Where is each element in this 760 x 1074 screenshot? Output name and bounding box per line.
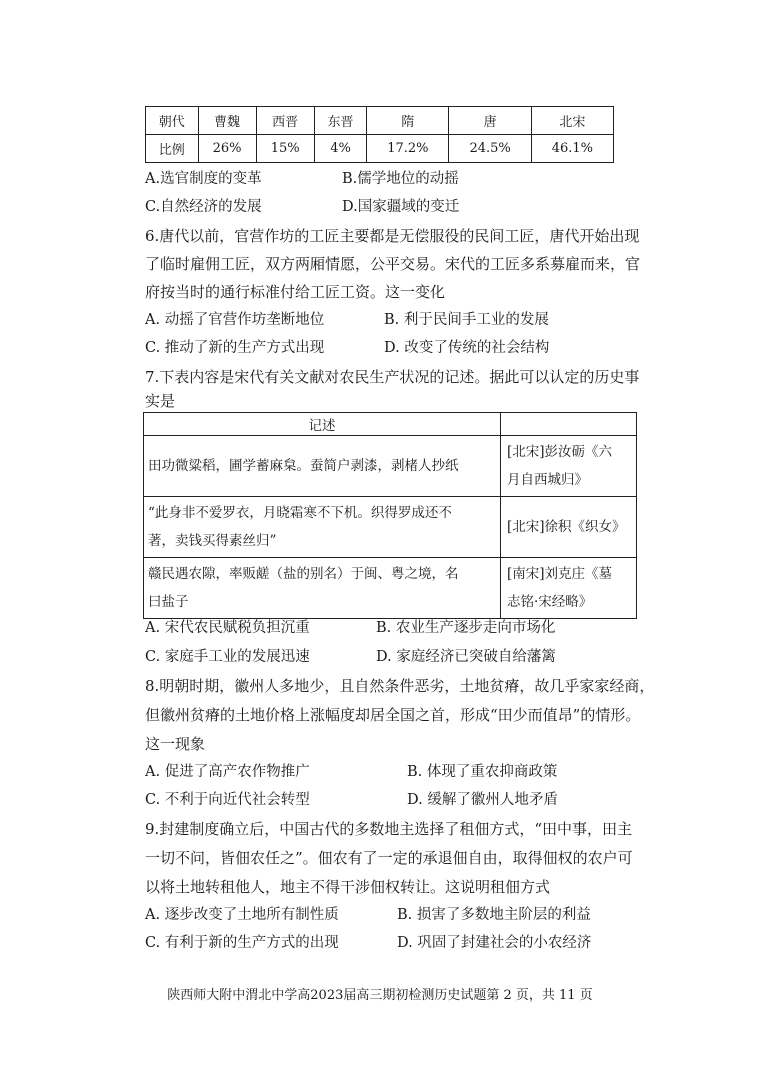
q7-option-b: B. 农业生产逐步走向市场化 [376, 620, 556, 636]
q8-option-b: B. 体现了重农抑商政策 [407, 764, 558, 780]
record-text-cell [144, 558, 501, 619]
q9-line-3: 以将土地转租他人，地主不得干涉佃权转让。这说明租佃方式 [145, 878, 551, 896]
q9-option-a: A. 逐步改变了土地所有制性质 [145, 907, 339, 923]
table-row-label: 比例 [146, 135, 199, 163]
q6-option-d: D. 改变了传统的社会结构 [384, 340, 550, 356]
table-row [144, 558, 637, 619]
record-text-line: “此身非不爱罗衣，月晓霜寒不下机。织得罗成还不 [148, 505, 452, 521]
table-header-cell: 西晋 [256, 107, 314, 135]
q8-line-3: 这一现象 [145, 735, 206, 753]
table-cell: 46.1% [531, 135, 613, 163]
q8-option-a: A. 促进了高产农作物推广 [145, 764, 310, 780]
q8-option-c: C. 不利于向近代社会转型 [145, 792, 310, 808]
q9-line-2: 一切不问，皆佃农任之”。佃农有了一定的承退佃自由，取得佃权的农户可 [145, 849, 633, 867]
q9-option-c: C. 有利于新的生产方式的出现 [145, 935, 339, 951]
q7-option-a: A. 宋代农民赋税负担沉重 [145, 620, 310, 636]
record-source-line: 月自西城归》 [507, 472, 588, 488]
table-row [146, 107, 614, 135]
q6-option-c: C. 推动了新的生产方式出现 [145, 340, 325, 356]
q5-option-b: B.儒学地位的动摇 [342, 171, 459, 187]
q9-option-d: D. 巩固了封建社会的小农经济 [397, 935, 592, 951]
record-text-line: 著，卖钱买得素丝归” [148, 533, 277, 549]
table-cell: 4% [314, 135, 367, 163]
record-source-cell [501, 497, 637, 558]
table-cell: 17.2% [367, 135, 449, 163]
q5-option-d: D.国家疆域的变迁 [342, 199, 460, 215]
table-row [144, 436, 637, 497]
record-source-line: [南宋]刘克庄《墓 [507, 566, 613, 582]
record-source-line: 志铭·宋经略》 [507, 594, 593, 610]
table-header-cell: 隋 [367, 107, 449, 135]
table-header-cell: 北宋 [531, 107, 613, 135]
q7-line-1: 7.下表内容是宋代有关文献对农民生产状况的记述。据此可以认定的历史事 [145, 368, 640, 386]
q8-option-d: D. 缓解了徽州人地矛盾 [407, 792, 558, 808]
table-row [144, 497, 637, 558]
record-text-line: 曰盐子 [148, 594, 189, 610]
q5-option-a: A.选官制度的变革 [145, 171, 262, 187]
q7-option-c: C. 家庭手工业的发展迅速 [145, 649, 310, 665]
table-header-cell: 记述 [144, 413, 501, 436]
q6-option-b: B. 利于民间手工业的发展 [384, 312, 549, 328]
page-footer: 陕西师大附中渭北中学高2023届高三期初检测历史试题第 2 页，共 11 页 [167, 988, 593, 1003]
record-text-line: 田功微粱稻，圃学蓄麻枲。蚕简户剥漆，剥楮人抄纸 [148, 458, 459, 474]
q6-line-3: 府按当时的通行标准付给工匠工资。这一变化 [145, 283, 446, 301]
table-header-cell: 东晋 [314, 107, 367, 135]
song-records-table [143, 412, 637, 619]
q8-line-2: 但徽州贫瘠的土地价格上涨幅度却居全国之首，形成“田少而值昂”的情形。 [145, 706, 641, 724]
table-header-cell-empty [501, 413, 637, 436]
q7-option-d: D. 家庭经济已突破自给藩篱 [376, 649, 556, 665]
table-header-cell: 唐 [449, 107, 531, 135]
record-text-cell [144, 436, 501, 497]
q5-option-c: C.自然经济的发展 [145, 199, 262, 215]
q6-line-2: 了临时雇佣工匠，双方两厢情愿，公平交易。宋代的工匠多系募雇而来，官 [145, 255, 641, 273]
record-source-line: [北宋]彭汝砺《六 [507, 444, 613, 460]
record-source-cell [501, 436, 637, 497]
record-text-line: 赣民遇农隙，率贩鹾（盐的别名）于闽、粤之境，名 [148, 566, 459, 582]
q9-option-b: B. 损害了多数地主阶层的利益 [397, 907, 591, 923]
table-header-cell: 曹魏 [198, 107, 256, 135]
table-header-cell: 朝代 [146, 107, 199, 135]
q6-line-1: 6.唐代以前，官营作坊的工匠主要都是无偿服役的民间工匠，唐代开始出现 [145, 227, 640, 245]
dynasty-ratio-table [145, 106, 614, 163]
q9-line-1: 9.封建制度确立后，中国古代的多数地主选择了租佃方式，“田中事，田主 [145, 820, 632, 838]
table-row [146, 135, 614, 163]
record-source-line: [北宋]徐积《织女》 [507, 519, 626, 535]
table-row [144, 413, 637, 436]
table-cell: 15% [256, 135, 314, 163]
table-cell: 26% [198, 135, 256, 163]
record-text-cell [144, 497, 501, 558]
record-source-cell [501, 558, 637, 619]
table-cell: 24.5% [449, 135, 531, 163]
q7-line-2: 实是 [145, 392, 176, 410]
q8-line-1: 8.明朝时期，徽州人多地少，且自然条件恶劣，土地贫瘠，故几乎家家经商， [145, 677, 655, 695]
q6-option-a: A. 动摇了官营作坊垄断地位 [145, 312, 325, 328]
